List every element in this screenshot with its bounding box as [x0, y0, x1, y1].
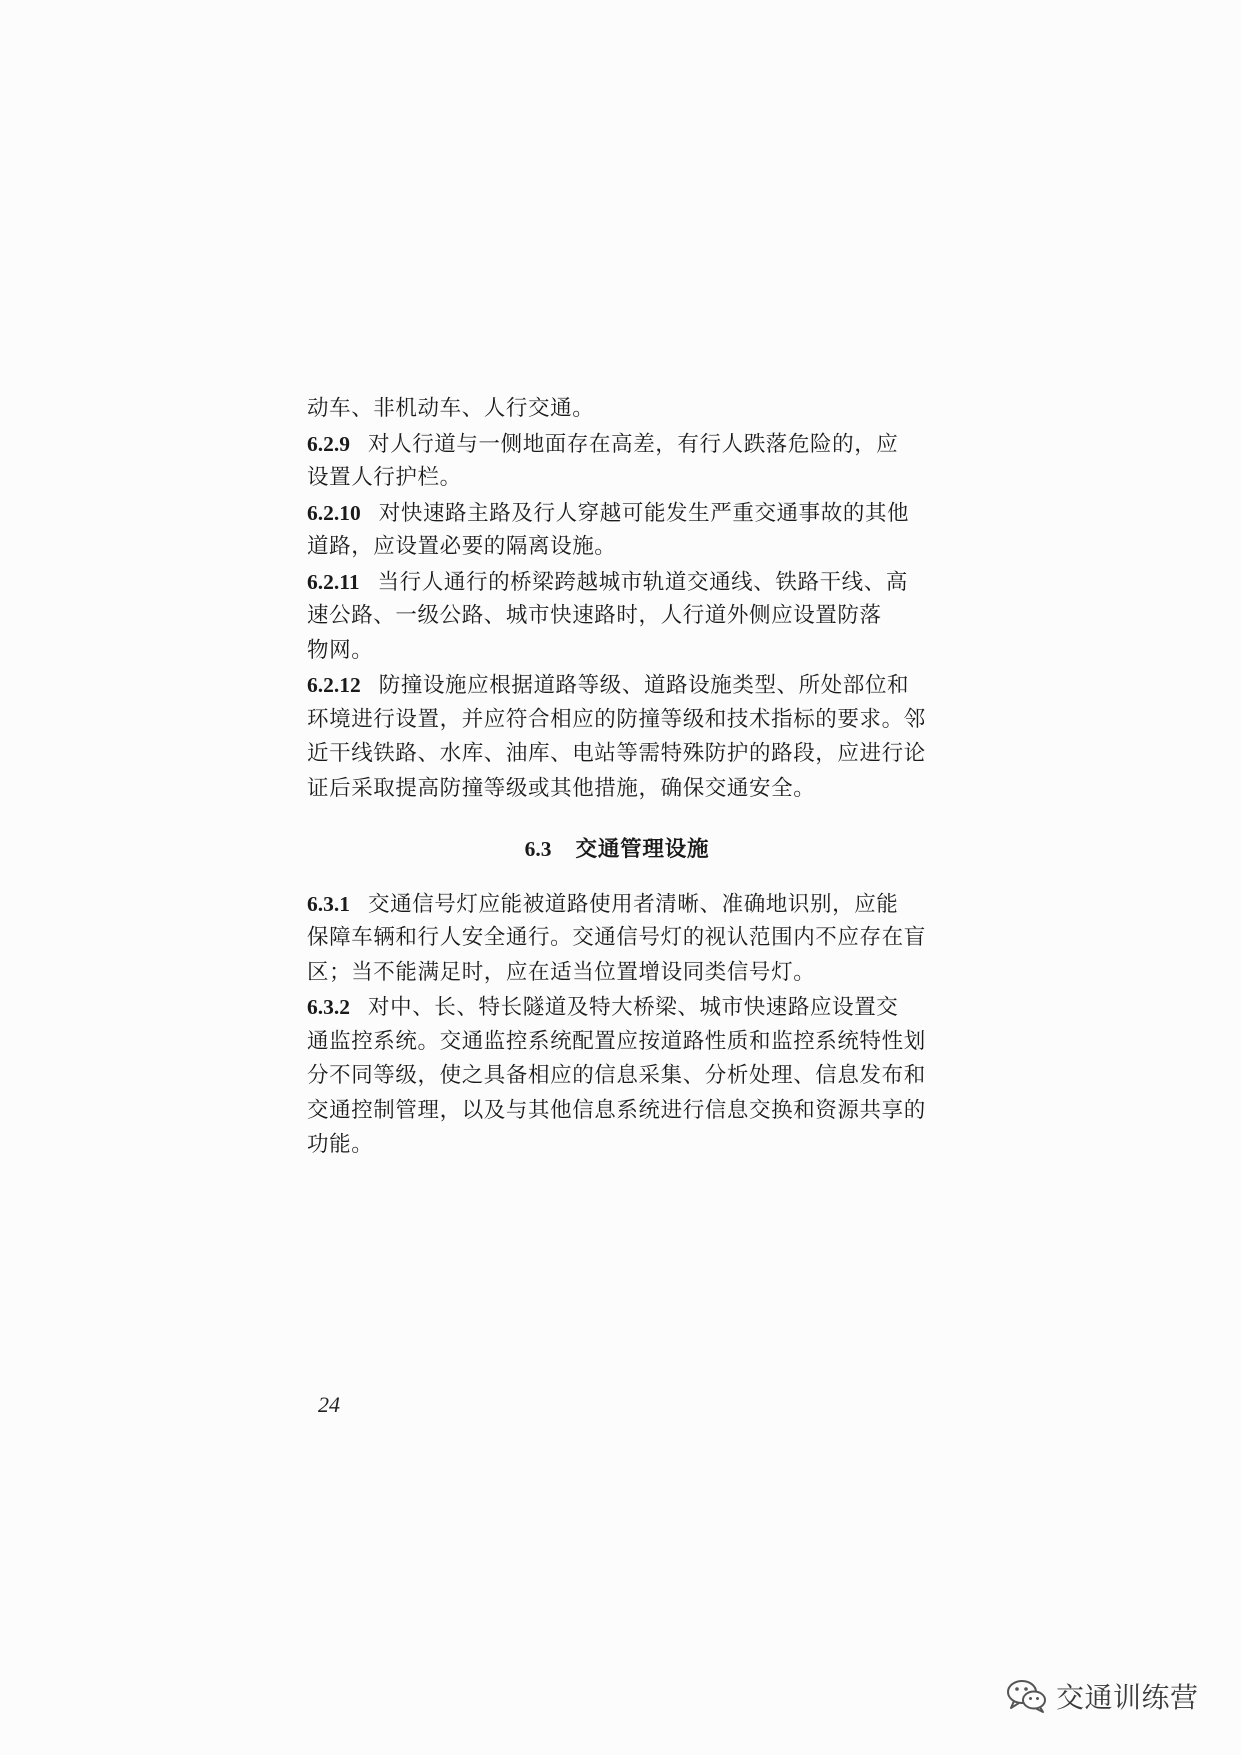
- clause-text: 功能。: [307, 1132, 374, 1157]
- clause-text: 设置人行护栏。: [307, 465, 462, 490]
- clause-text: 交通信号灯应能被道路使用者清晰、准确地识别，应能: [368, 891, 899, 917]
- clause-number: 6.3.2: [307, 995, 350, 1019]
- clause-6-3-2: [307, 990, 927, 1163]
- clause-number: 6.2.12: [307, 673, 361, 697]
- document-body: [307, 392, 927, 1163]
- clause-text: 当行人通行的桥梁跨越城市轨道交通线、铁路干线、高: [377, 569, 908, 595]
- clause-text: 对人行道与一侧地面存在高差，有行人跌落危险的，应: [368, 431, 899, 457]
- clause-text: 防撞设施应根据道路等级、道路设施类型、所处部位和: [378, 673, 910, 698]
- clause-text: 证后采取提高防撞等级或其他措施，确保交通安全。: [307, 775, 816, 801]
- section-heading: [307, 832, 927, 867]
- watermark-text: 交通训练营: [1056, 1681, 1199, 1714]
- clause-number: 6.2.10: [307, 500, 361, 525]
- clause-text: 道路，应设置必要的隔离设施。: [307, 534, 617, 559]
- clause-text: 对快速路主路及行人穿越可能发生严重交通事故的其他: [378, 500, 910, 526]
- clause-text: 保障车辆和行人安全通行。交通信号灯的视认范围内不应存在盲: [307, 925, 926, 950]
- clause-text: 对中、长、特长隧道及特大桥梁、城市快速路应设置交: [368, 995, 899, 1020]
- wechat-icon: [1006, 1678, 1048, 1714]
- section-title: 交通管理设施: [575, 837, 710, 862]
- paragraph-continuation: [307, 392, 927, 427]
- clause-text: 物网。: [307, 637, 374, 663]
- page-number: 24: [318, 1392, 340, 1417]
- clause-text: 通监控系统。交通监控系统配置应按道路性质和监控系统特性划: [307, 1028, 926, 1054]
- clause-text: 环境进行设置，并应符合相应的防撞等级和技术指标的要求。邻: [307, 706, 926, 732]
- watermark: [1006, 1676, 1199, 1716]
- clause-text: 近干线铁路、水库、油库、电站等需特殊防护的路段，应进行论: [307, 741, 926, 766]
- clause-6-2-9: [307, 427, 927, 496]
- clause-6-3-1: [307, 887, 927, 991]
- clause-6-2-12: [307, 668, 927, 806]
- clause-text: 区；当不能满足时，应在适当位置增设同类信号灯。: [307, 959, 816, 985]
- clause-text: 分不同等级，使之具备相应的信息采集、分析处理、信息发布和: [307, 1063, 926, 1088]
- clause-number: 6.2.9: [307, 431, 350, 456]
- clause-number: 6.2.11: [307, 569, 360, 594]
- paragraph-text: 动车、非机动车、人行交通。: [307, 396, 595, 421]
- clause-text: 交通控制管理，以及与其他信息系统进行信息交换和资源共享的: [307, 1097, 926, 1123]
- section-number: 6.3: [524, 837, 552, 861]
- clause-text: 速公路、一级公路、城市快速路时，人行道外侧应设置防落: [307, 603, 882, 628]
- clause-6-2-10: [307, 496, 927, 565]
- clause-6-2-11: [307, 565, 927, 669]
- clause-number: 6.3.1: [307, 891, 350, 916]
